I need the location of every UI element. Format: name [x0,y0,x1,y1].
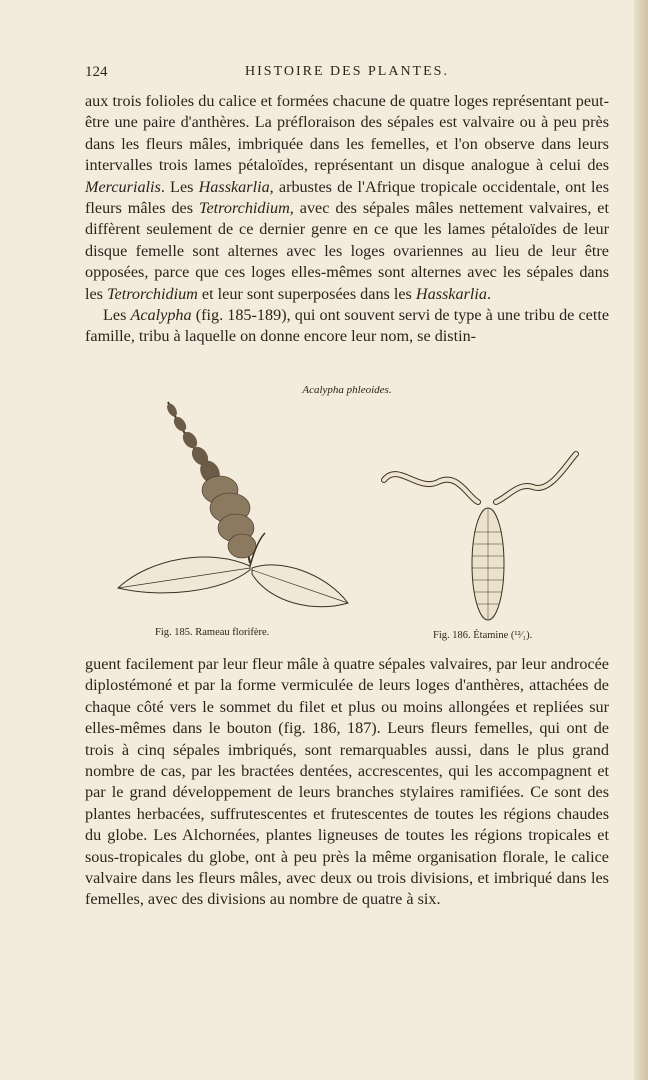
flowering-branch-illustration [110,398,355,626]
fig-186-caption: Fig. 186. Étamine (¹²⁄₁). [433,630,533,641]
fig-185-caption: Fig. 185. Rameau florifère. [155,627,270,638]
figure-title: Acalypha phleoides. [302,384,392,396]
genus-name: Tetrorchidium [107,284,198,303]
paragraph-1 [85,91,609,348]
running-title: HISTOIRE DES PLANTES. [245,64,449,79]
running-header [85,64,609,84]
genus-name: Hasskarlia [198,177,270,196]
stamen-illustration [378,442,583,627]
text: . Les [160,177,199,196]
genus-name: Mercurialis [85,177,161,196]
text: . [486,284,492,303]
text: et leur sont superposées dans les [197,284,416,303]
genus-name: Acalypha [130,306,192,325]
text: (fig. 185-189), qui ont souvent servi de type à une tribu de cette famille, tribu à laquelle on donne encore leur nom, se distin- [85,306,610,346]
genus-name: Hasskarlia [415,284,487,303]
page-number: 124 [85,64,108,80]
text: , avec des sépales mâles nettement valvaires, et diffèrent seulement de ce dernier genre en ce que les lames pétaloïdes de leur disque femelle sont alternes avec les loges ovariennes au lieu de leur être opposées, parce que ces loges elles-mêmes sont alternes avec les sépales dans les [85,199,609,303]
text: , arbustes de l'Afrique tropicale occidentale, ont les fleurs mâles des [85,177,609,218]
genus-name: Tetrorchidium [198,199,290,218]
text: aux trois folioles du calice et formées chacune de quatre loges représentant peut-être une paire d'anthères. La préfloraison des sépales est valvaire ou à peu près dans les fleurs mâles, imbriquée dans les femelles, et l'on observe dans leurs intervalles trois lames pétaloïdes, représentant un disque analogue à celui des [85,92,609,175]
text: Les [103,306,131,325]
paragraph-3-text: guent facilement par leur fleur mâle à quatre sépales valvaires, par leur androcée diplostémoné et par la forme vermiculée de leurs loges d'anthères, attachées de chaque côté vers le sommet du filet et plus ou moins allongées et repliées sur elles-mêmes dans le bouton (fig. 186, 187). Leurs fleurs femelles, qui ont de trois à cinq sépales imbriqués, sont remarquables aussi, dans le plus grand nombre de cas, par les bractées dentées, accrescentes, qui les accompagnent et par le grand développement de leurs branches stylaires ramifiées. Ce sont des plantes herbacées, suffrutescentes et frutescentes de toutes les régions chaudes du globe. Les Alchornées, plantes ligneuses de toutes les régions tropicales et sous-tropicales du globe, ont à peu près la même organisation florale, le calice valvaire dans les fleurs mâles, avec deux ou trois divisions, et imbriqué dans les femelles, avec des divisions au nombre de quatre à six. [85,655,609,909]
paragraph-3 [85,654,609,911]
page-edge [634,0,648,1080]
